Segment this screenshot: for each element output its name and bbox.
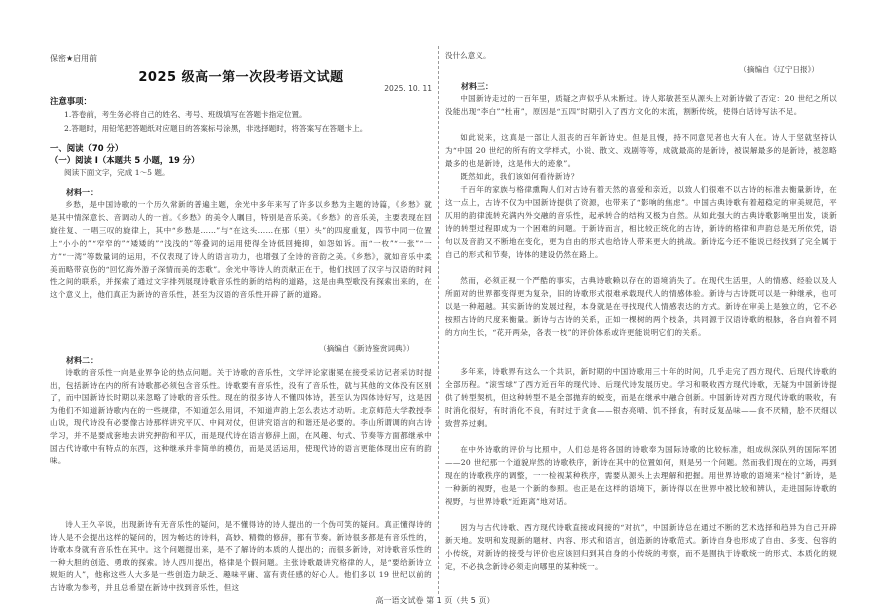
material-2-source-text: （摘编自《辽宁日报》） [739,65,819,74]
exam-title: 2025 级高一第一次段考语文试题 [138,70,344,85]
material-3-paragraph-6: 多年来，诗歌界有这么一个共识，新时期的中国诗歌用三十年的时间，几乎走完了西方现代、后现代诗歌的全部历程。“滚雪球”了西方近百年的现代诗、后现代诗发展历史。学习和吸收西方现代诗歌，无疑为中国新诗提供了转型契机，但这种转型不是全部抛弃的蜕变，而是在继承中融合创新。中国新诗对西方现代诗歌的吸收，有时消化很好，有时消化不良，有时过于贪食——银杏亮晴、饥不择食，有时反复品味——食不厌精，脍不厌细以致营养过剩。 [445,367,837,428]
column-divider [438,46,439,594]
continuation-line: 没什么意义。 [445,51,491,60]
right-column [445,0,837,614]
material-3-paragraph-7: 在中外诗歌的评价与比照中，人们总是将各国的诗歌奉为国际诗歌的比较标准，组成纵深队列的国际军团——20 世纪那一个道貌岸然的诗歌秩序，新诗在其中的位置如何，则是另一个问题。然而我们现在的立场，再到现在的诗歌秩序的调整，一一检视某种秩序，需要从源头上去理解和把握。用世界诗歌的语境来“检讨”新诗，是一种新的视野，也是一个新的参照。也正是在这样的语境下，新诗得以在世界中被比较和辨认，走进国际诗歌的视野，与世界诗歌“近距离”地对话。 [445,445,837,506]
instruction-text: 阅读下面文字，完成 1～5 题。 [64,168,170,177]
material-1-text: 乡愁，是中国诗歌的一个历久常新的普遍主题，余光中多年来写了许多以乡愁为主题的诗篇，《乡愁》就是其中情深意长、音调动人的一首。《乡愁》的美令人瞩目，特别是音乐美。《乡愁》的音乐美，主要表现在回旋往复、一唱三叹的旋律上，其中“乡愁是……”与“在这头……在那（里）头”的四度重复，四节中同一位置上“小小的”“窄窄的”“矮矮的”“浅浅的”等叠词的运用使得全诗低回掩抑，如怨如诉。而“一枚”“一张”“一方”“一湾”等数量词的运用，不仅表现了诗人的语言功力，也增强了全诗的音韵之美。《乡愁》，就如音乐中柔美而略带哀伤的“回忆海外游子深情而美的恋歌”。余光中等诗人的贡献正在于，他们找回了汉字与汉语的时间性之间的联系，并探索了通过文字排列展现诗歌音乐性的新的结构的道路，这是由典型歌没有探索出来的，在这个意义上，他们真正为新诗的音乐性，甚至为汉语的音乐性开辟了新的道路。 [50,200,432,300]
material-3-paragraph-3: 既然如此，我们该如何看待新诗？ [460,172,579,181]
material-3-label: 材料三： [461,82,493,91]
material-1-label: 材料一： [66,188,98,197]
material-3-paragraph-1: 中国新诗走过的一百年里，质疑之声似乎从未断过。诗人郑敏甚至从源头上对新诗做了否定：20 世纪之所以没能出现“李白”“杜甫”，原因是“五四”时期引入了西方文化的末流，割断传统，使得白话诗写法不足。 [445,94,837,116]
material-2 [50,354,432,596]
material-3-paragraph-2: 如此说来，这真是一部让人沮丧的百年新诗史。但是且慢，持不同意见者也大有人在。诗人于坚就坚持认为“中国 20 世纪的所有的文学样式，小说、散文、戏剧等等，成就最高的是新诗，被误解最多的是新诗，被忽略最多的也是新诗，这是伟大的迹象”。 [445,133,837,168]
material-3 [445,80,837,574]
material-2-paragraph-2: 诗人王久辛说，出现新诗有无音乐性的疑问，是不懂得诗的诗人提出的一个伪可笑的疑问。真正懂得诗的诗人是不会提出这样的疑问的，因为畅达的诗料，高妙、精微的修辞，都有节奏。新诗很多都是有音乐性的，诗歌本身就有音乐性在其中。这个问题提出来，是不了解诗的本质的人提出的；而很多新诗，对诗歌音乐性的一种大胆的创造、勇敢的探索。诗人西川提出，格律是个假问题。主张诗歌最讲究格律的人，是“要给新诗立规矩的人”，他称这些人大多是一些创造力缺乏、趣味平庸、富有责任感的好心人。他们多以 19 世纪以前的古诗歌为参考，并且总希望在新诗中找到音乐性，但这 [50,520,432,592]
note-item-1: 1.答卷前，考生务必将自己的姓名、考号、班级填写在答题卡指定位置。 [64,110,307,119]
material-2-label: 材料二： [66,356,98,365]
material-1 [50,186,432,355]
material-1-source: （摘编自《新诗鉴赏词典》） [319,344,414,353]
material-3-paragraph-5: 然而，必须正视一个严酷的事实，古典诗歌赖以存在的语境消失了。在现代生活里，人的情感、经验以及人所面对的世界都变得更为复杂，旧的诗歌形式很难承载现代人的情感体验。新诗与古诗既可以是一种继承，也可以是一种超越。其实新诗的发展过程，本身就是在寻找现代人情感表达的方式。新诗在审美上是独立的，它不必按照古诗的尺度来衡量。新诗与古诗的关系，正如一棵树的两个枝条，共同源于汉语诗歌的根脉，各自向着不同的方向生长，“花开两朵，各表一枝”的评价体系或许更能说明它们的关系。 [445,276,837,337]
exam-date: 2025. 10. 11 [384,84,432,93]
notes-block [50,96,432,134]
note-item-2: 2.答题时，用铅笔把答题纸对应题目的答案标号涂黑，非选择题时，将答案写在答题卡上。 [64,123,368,133]
left-column [50,0,432,614]
subsection-heading: （一）阅读 I（本题共 5 小题，19 分） [50,155,200,165]
section-header [50,143,432,179]
material-3-paragraph-4: 千百年的家族与格律熏陶人们对古诗有着天然的喜爱和亲近，以致人们很难不以古诗的标准去衡量新诗，在这一点上，古诗不仅为中国新诗提供了资源，也带来了“影响的焦虑”。中国古典诗歌有着超稳定的审美规范，平仄用的韵律流转充满内外交融的音乐性，起承转合的结构又极为自然。从如此强大的古典诗歌影响里出发，谈新诗的转型过程即成为一个困难的问题。于新诗而言，相比较正统化的古诗，新诗的格律和声韵总是无所依凭，语句以及音韵又不断地在变化，更为自由的形式也给诗人带来更大的挑战。新诗迄今还不能说已经找到了完全属于自己的形式和节奏，诗体的建设仍然在路上。 [445,185,837,259]
material-2-paragraph-1: 诗歌的音乐性一向是业界争论的热点问题。关于诗歌的音乐性，文学评论家谢冕在接受采访记者采访时提出，包括新诗在内的所有诗歌都必须包含音乐性。诗歌要有音乐性，没有了音乐性，就与其他的文体没有区别了，而中国新诗长时期以来忽略了诗歌的音乐性。现在的很多诗人不懂四体诗，甚至认为四体诗好写，这是因为他们不知道新诗歌内在的一些规律，不知道怎么用词，不知道声韵上怎么表达才动听。北京师范大学教授李山说，现代诗没有必要像古诗那样讲究平仄、中间对仗，但讲究语言的和谐还是必要的。李山所谓调的向古诗学习，并不是要成套地去讲究押韵和平仄，而是现代诗在语言修辞上面，在风趣、句式、节奏等方面都继承中国古代诗歌中有特点的东西，这种继承并非简单的模仿，而是灵活运用，使现代诗的语言更能体现出应有的韵味。 [50,368,432,466]
material-3-paragraph-8: 因为与古代诗歌、西方现代诗歌直接或间接的“对抗”，中国新诗总在通过不断的艺术选择和趋异为自己开辟新天地。发明和发现新的题材、内容、形式和语言，创造新的诗歌范式。新诗自身也形成了自由、多变、包容的小传统，对新诗的接受与评价也应该回归到其自身的小传统的考察，而不是囿执于诗歌统一的形式、本质化的规定，不必执念新诗必须走向哪里的某种统一。 [445,523,837,571]
continuation-text [445,50,837,62]
page-footer: 高一语文试卷 第 1 页（共 5 页） [375,596,495,605]
notes-heading: 注意事项： [50,96,92,106]
material-2-source [445,64,837,76]
part-heading: 一、阅读（70 分） [50,143,124,153]
confidential-mark: 保密★启用前 [50,54,98,63]
